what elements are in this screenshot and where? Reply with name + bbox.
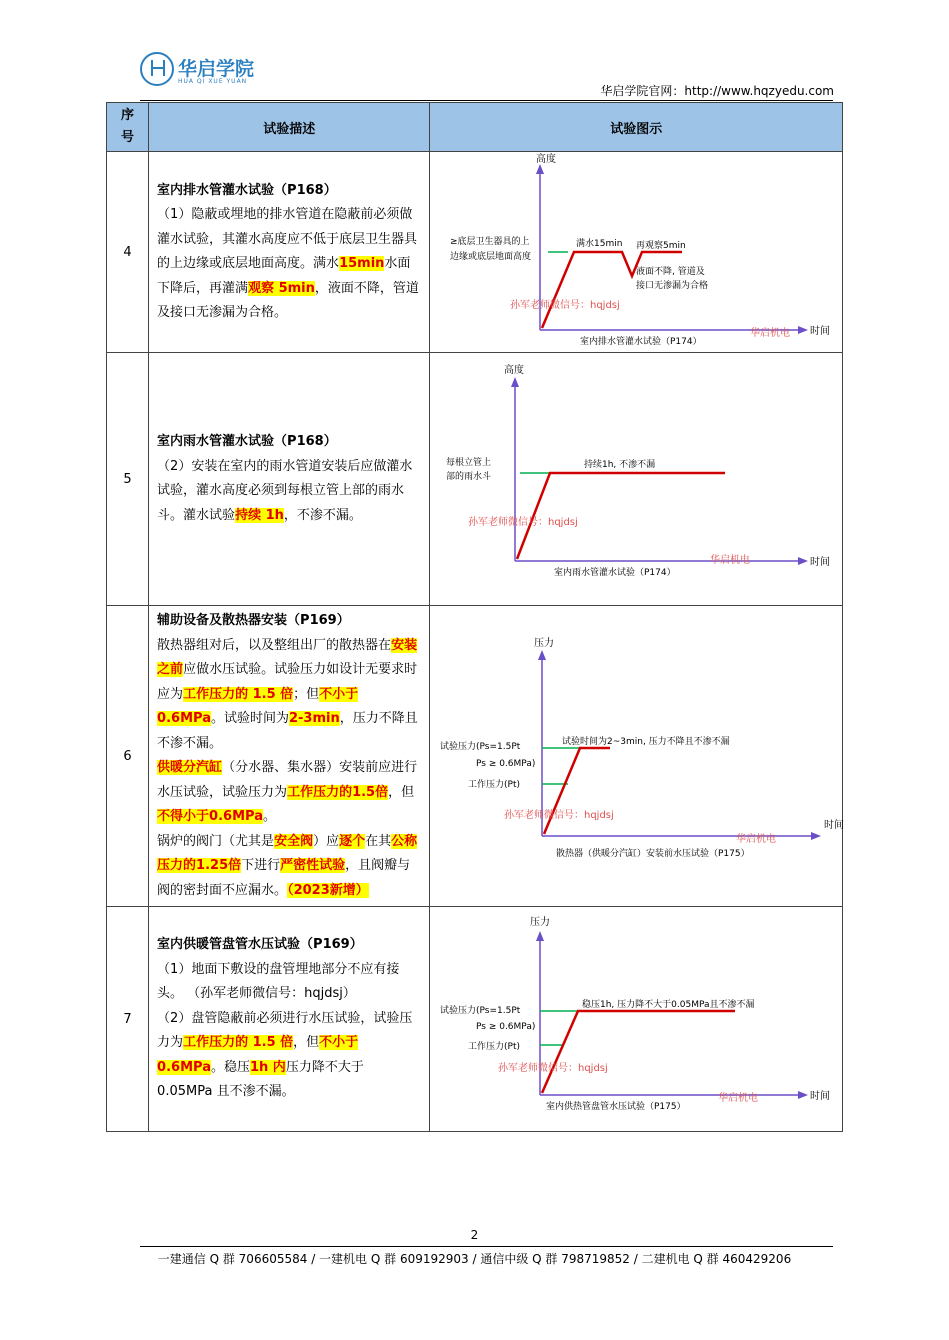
svg-text:试验压力(Ps=1.5Pt: 试验压力(Ps=1.5Pt	[440, 742, 521, 752]
table-row	[107, 606, 843, 907]
table-header-row	[107, 103, 843, 152]
x-axis-label: 时间	[810, 326, 831, 337]
table-row	[107, 152, 843, 353]
svg-text:满水15min: 满水15min	[576, 239, 623, 249]
x-axis-label: 时间	[810, 1091, 831, 1102]
brand-watermark: 华启机电	[750, 328, 791, 339]
site-url[interactable]: 华启学院官网：http://www.hqzyedu.com	[600, 84, 834, 98]
col-header-desc: 试验描述	[149, 103, 430, 152]
row-title: 室内雨水管灌水试验（P168）	[157, 434, 337, 449]
floor-heating-pressure-diagram	[430, 907, 840, 1127]
x-axis-label: 时间	[824, 820, 845, 831]
svg-text:试验时间为2~3min, 压力不降且不渗不漏: 试验时间为2~3min, 压力不降且不渗不漏	[562, 737, 731, 747]
y-axis-label: 压力	[530, 917, 551, 928]
logo-icon	[140, 52, 174, 86]
svg-text:再观察5min: 再观察5min	[636, 241, 687, 251]
brand-watermark: 华启机电	[736, 834, 777, 845]
col-header-fig: 试验图示	[430, 103, 843, 152]
row-title: 室内排水管灌水试验（P168）	[157, 182, 337, 198]
row-description: 室内雨水管灌水试验（P168） （2）安装在室内的雨水管道安装后应做灌水试验，灌水高度必须到每根立管上部的雨水斗。灌水试验持续 1h，不渗不漏。	[149, 353, 430, 606]
drainage-test-diagram	[430, 152, 840, 348]
svg-text:接口无渗漏为合格: 接口无渗漏为合格	[636, 281, 709, 291]
row-number: 5	[107, 353, 149, 606]
row-figure	[430, 353, 843, 606]
col-header-no: 序号	[107, 103, 149, 152]
figure-caption: 散热器（供暖分汽缸）安装前水压试验（P175）	[556, 849, 751, 859]
wechat-watermark: 孙军老师微信号：hqjdsj	[468, 517, 579, 528]
wechat-watermark: 孙军老师微信号：hqjdsj	[510, 300, 621, 311]
rainwater-test-diagram	[430, 353, 840, 601]
row-figure	[430, 152, 843, 353]
experiment-table	[106, 102, 843, 1132]
svg-text:稳压1h, 压力降不大于0.05MPa且不渗不漏: 稳压1h, 压力降不大于0.05MPa且不渗不漏	[582, 1000, 755, 1010]
row-description: 室内排水管灌水试验（P168） （1）隐蔽或埋地的排水管道在隐蔽前必须做灌水试验，其灌水高度应不低于底层卫生器具的上边缘或底层地面高度。满水15min水面下降后，再灌满观察 5min，液面不降，管道及接口无渗漏为合格。	[149, 152, 430, 353]
svg-text:液面不降, 管道及: 液面不降, 管道及	[636, 267, 706, 277]
footer-groups: 一建通信 Q 群 706605584 / 一建机电 Q 群 609192903 / 通信中级 Q 群 798719852 / 二建机电 Q 群 460429206	[157, 1252, 792, 1266]
svg-text:部的雨水斗: 部的雨水斗	[446, 472, 492, 482]
wechat-watermark: 孙军老师微信号：hqjdsj	[498, 1063, 609, 1074]
brand-watermark: 华启机电	[718, 1093, 759, 1104]
svg-text:每根立管上: 每根立管上	[446, 458, 492, 468]
page-header	[0, 0, 949, 100]
logo-text: 华启学院	[178, 58, 255, 80]
svg-text:工作压力(Pt): 工作压力(Pt)	[468, 1042, 521, 1052]
table-row	[107, 907, 843, 1132]
figure-caption: 室内排水管灌水试验（P174）	[580, 337, 703, 347]
figure-caption: 室内供热管盘管水压试验（P175）	[546, 1102, 687, 1112]
table-row	[107, 353, 843, 606]
y-axis-label: 高度	[536, 154, 557, 165]
svg-text:工作压力(Pt): 工作压力(Pt)	[468, 780, 521, 790]
figure-caption: 室内雨水管灌水试验（P174）	[554, 568, 677, 578]
x-axis-label: 时间	[810, 557, 831, 568]
svg-text:≥底层卫生器具的上: ≥底层卫生器具的上	[450, 237, 530, 247]
row-number: 6	[107, 606, 149, 907]
logo-subtext: HUA QI XUE YUAN	[178, 78, 248, 85]
page-footer	[0, 1228, 949, 1242]
row-title: 室内供暖管盘管水压试验（P169）	[157, 937, 363, 953]
page-number: 2	[470, 1228, 479, 1242]
header-divider	[140, 100, 833, 101]
row-description: 辅助设备及散热器安装（P169） 散热器组对后，以及整组出厂的散热器在安装之前应做水压试验。试验压力如设计无要求时应为工作压力的 1.5 倍；但不小于 0.6MPa。试验时间为2-3min，压力不降且不渗不漏。 供暖分汽缸（分水器、集水器）安装前应进行水压试验，试验压力为工作压力的1.5倍，但不得小于0.6MPa。 锅炉的阀门（尤其是安全阀）应逐个在其公称压力的1.25倍下进行严密性试验，且阀瓣与阀的密封面不应漏水。（2023新增）	[149, 606, 430, 907]
row-title: 辅助设备及散热器安装（P169）	[157, 613, 350, 628]
svg-text:持续1h, 不渗不漏: 持续1h, 不渗不漏	[584, 460, 656, 470]
svg-text:Ps ≥ 0.6MPa): Ps ≥ 0.6MPa)	[476, 1022, 536, 1032]
footer-divider	[140, 1246, 833, 1247]
svg-text:试验压力(Ps=1.5Pt: 试验压力(Ps=1.5Pt	[440, 1006, 521, 1016]
y-axis-label: 高度	[504, 365, 525, 376]
svg-text:Ps ≥ 0.6MPa): Ps ≥ 0.6MPa)	[476, 759, 536, 769]
row-number: 4	[107, 152, 149, 353]
radiator-pressure-diagram	[430, 606, 845, 902]
wechat-watermark: 孙军老师微信号：hqjdsj	[504, 810, 615, 821]
svg-text:边缘或底层地面高度: 边缘或底层地面高度	[450, 252, 532, 262]
brand-watermark: 华启机电	[710, 555, 751, 566]
row-number: 7	[107, 907, 149, 1132]
row-figure	[430, 907, 843, 1132]
row-figure	[430, 606, 843, 907]
logo	[140, 52, 290, 92]
y-axis-label: 压力	[534, 638, 555, 649]
row-description: 室内供暖管盘管水压试验（P169） （1）地面下敷设的盘管埋地部分不应有接头。 （孙军老师微信号：hqjdsj） （2）盘管隐蔽前必须进行水压试验，试验压力为工作压力的 1.5 倍，但不小于 0.6MPa。稳压1h 内压力降不大于 0.05MPa 且不渗不漏。	[149, 907, 430, 1132]
